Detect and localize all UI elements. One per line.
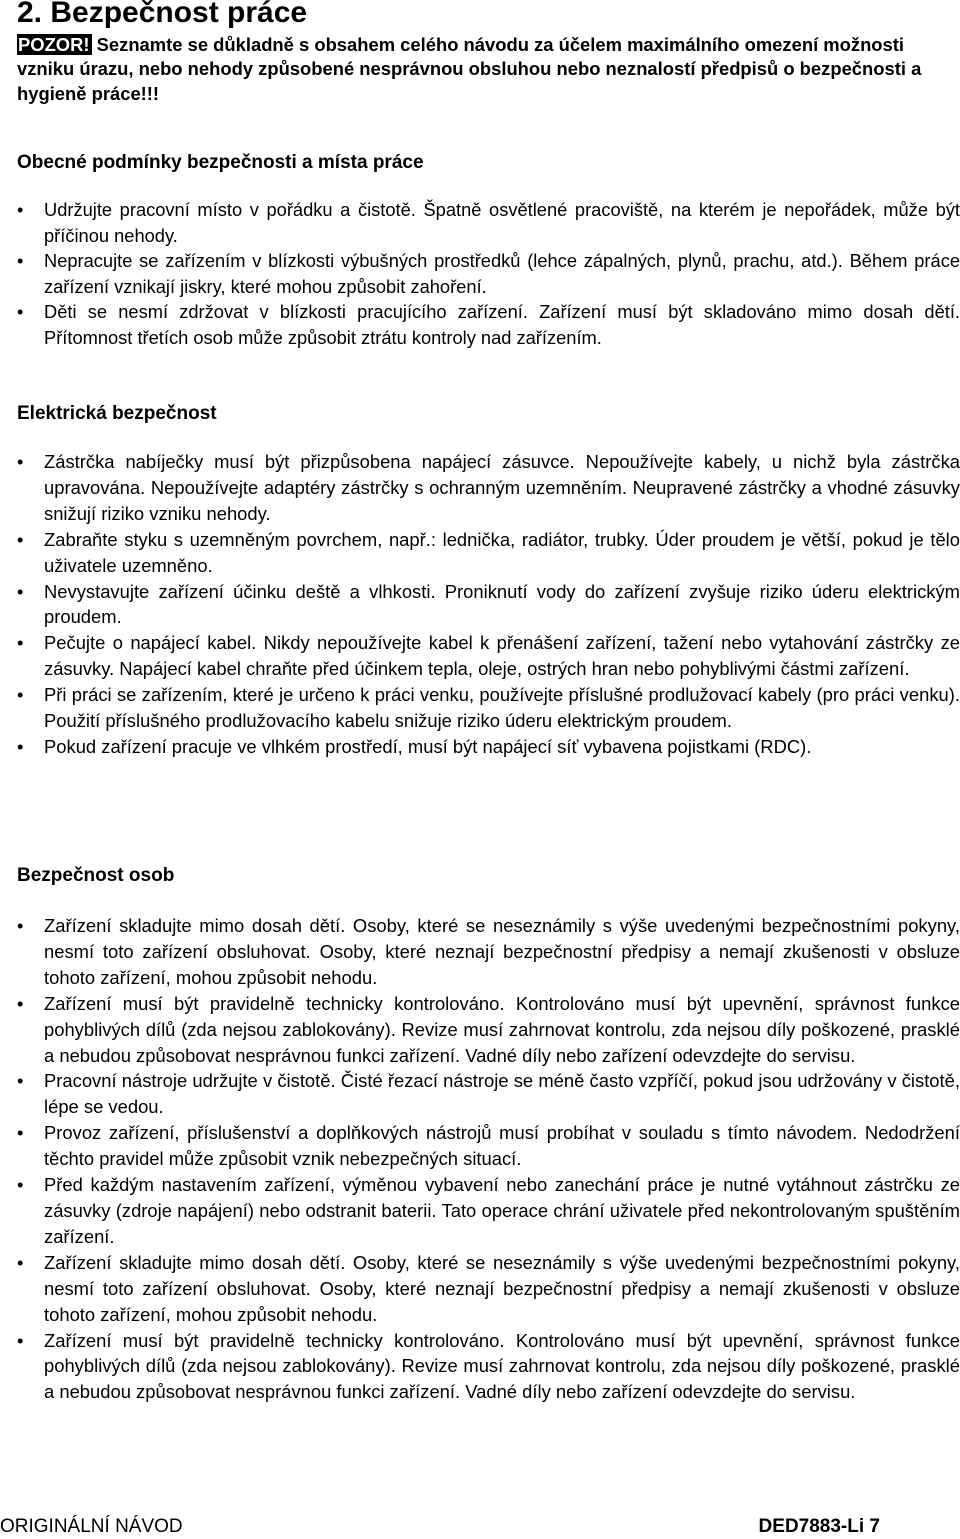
warning-text: Seznamte se důkladně s obsahem celého návodu za účelem maximálního omezení možnosti vzniku úrazu, nebo nehody způsobené nesprávnou obsluhou nebo neznalostí předpisů o bezpečnosti a hygieně práce!!!: [17, 34, 922, 104]
personal-safety-list: [17, 913, 960, 1405]
list-item: • Děti se nesmí zdržovat v blízkosti pracujícího zařízení. Zařízení musí být skladováno mimo dosah dětí. Přítomnost třetích osob může způsobit ztrátu kontroly nad zařízením.: [17, 301, 960, 348]
list-item: • Nepracujte se zařízením v blízkosti výbušných prostředků (lehce zápalných, plynů, prachu, atd.). Během práce zařízení vznikají jiskry, které mohou způsobit zahoření.: [17, 250, 960, 297]
bullet-icon: •: [17, 915, 24, 936]
section-title-electric: Elektrická bezpečnost: [17, 403, 217, 424]
bullet-icon: •: [17, 580, 24, 602]
bullet-icon: •: [17, 735, 24, 757]
bullet-icon: •: [17, 199, 24, 220]
bullet-icon: •: [17, 528, 24, 550]
warning-paragraph: [17, 33, 957, 106]
bullet-icon: •: [17, 250, 24, 271]
list-item: • Zařízení musí být pravidelně technicky kontrolováno. Kontrolováno musí být upevnění, správnost funkce pohyblivých dílů (zda nejsou zablokovány). Revize musí zahrnovat kontrolu, zda nejsou díly poškozené, prasklé a nebudou způsobovat nesprávnou funkci zařízení. Vadné díly nebo zařízení odevzdejte do servisu.: [17, 1329, 960, 1403]
page-heading: 2. Bezpečnost práce: [17, 0, 308, 29]
bullet-icon: •: [17, 632, 24, 654]
list-item: • Zařízení musí být pravidelně technicky kontrolováno. Kontrolováno musí být upevnění, správnost funkce pohyblivých dílů (zda nejsou zablokovány). Revize musí zahrnovat kontrolu, zda nejsou díly poškozené, prasklé a nebudou způsobovat nesprávnou funkci zařízení. Vadné díly nebo zařízení odevzdejte do servisu.: [17, 992, 960, 1066]
bullet-icon: •: [17, 684, 24, 706]
bullet-icon: •: [17, 1122, 24, 1144]
warning-label: POZOR!: [18, 34, 90, 55]
list-item: • Pečujte o napájecí kabel. Nikdy nepoužívejte kabel k přenášení zařízení, tažení nebo vytahování zástrčky ze zásuvky. Napájecí kabel chraňte před účinkem tepla, oleje, ostrých hran nebo pohyblivými částmi zařízení.: [17, 632, 960, 680]
bullet-icon: •: [17, 1070, 24, 1092]
list-item: • Zástrčka nabíječky musí být přizpůsobena napájecí zásuvce. Nepoužívejte kabely, u nichž byla zástrčka upravována. Nepoužívejte adaptéry zástrčky s ochranným uzemněním. Neupravené zástrčky a vhodné zásuvky snižují riziko vzniku nehody.: [17, 451, 960, 524]
list-item: • Nevystavujte zařízení účinku deště a vlhkosti. Proniknutí vody do zařízení zvyšuje riziko úderu elektrickým proudem.: [17, 580, 960, 628]
general-safety-list: [17, 197, 960, 350]
electric-safety-list: [17, 449, 960, 760]
list-item: • Při práci se zařízením, které je určeno k práci venku, používejte příslušné prodlužovací kabely (pro práci venku). Použití příslušného prodlužovacího kabelu snižuje riziko úderu elektrickým proudem.: [17, 684, 960, 732]
section-title-general: Obecné podmínky bezpečnosti a místa práce: [17, 152, 424, 173]
bullet-icon: •: [17, 301, 24, 322]
list-item: • Zabraňte styku s uzemněným povrchem, např.: lednička, radiátor, trubky. Úder proudem je větší, pokud je tělo uživatele uzemněno.: [17, 528, 960, 576]
list-item: • Zařízení skladujte mimo dosah dětí. Osoby, které se neseznámily s výše uvedenými bezpečnostními pokyny, nesmí toto zařízení obsluhovat. Osoby, které neznají bezpečnostní předpisy a nemají zkušenosti v obsluze tohoto zařízení, mohou způsobit nehodu.: [17, 915, 960, 988]
bullet-icon: •: [17, 1251, 24, 1273]
section-title-persons: Bezpečnost osob: [17, 865, 175, 886]
list-item: • Udržujte pracovní místo v pořádku a čistotě. Špatně osvětlené pracoviště, na kterém je nepořádek, může být příčinou nehody.: [17, 199, 960, 246]
bullet-icon: •: [17, 1329, 24, 1351]
list-item: • Před každým nastavením zařízení, výměnou vybavení nebo zanechání práce je nutné vytáhnout zástrčku ze zásuvky (zdroje napájení) nebo odstranit baterii. Tato operace chrání uživatele před nekontrolovaným spuštěním zařízení.: [17, 1174, 960, 1247]
list-item: • Pracovní nástroje udržujte v čistotě. Čisté řezací nástroje se méně často vzpříčí, pokud jsou udržovány v čistotě, lépe se vedou.: [17, 1070, 960, 1118]
bullet-icon: •: [17, 451, 24, 472]
list-item: • Zařízení skladujte mimo dosah dětí. Osoby, které se neseznámily s výše uvedenými bezpečnostními pokyny, nesmí toto zařízení obsluhovat. Osoby, které neznají bezpečnostní předpisy a nemají zkušenosti v obsluze tohoto zařízení, mohou způsobit nehodu.: [17, 1251, 960, 1325]
footer-page-number: DED7883-Li 7: [758, 1516, 880, 1537]
footer-document-label: ORIGINÁLNÍ NÁVOD: [0, 1516, 183, 1537]
list-item: • Pokud zařízení pracuje ve vlhkém prostředí, musí být napájecí síť vybavena pojistkami (RDC).: [17, 734, 960, 760]
list-item: • Provoz zařízení, příslušenství a doplňkových nástrojů musí probíhat v souladu s tímto návodem. Nedodržení těchto pravidel může způsobit vznik nebezpečných situací.: [17, 1122, 960, 1170]
bullet-icon: •: [17, 992, 24, 1014]
bullet-icon: •: [17, 1174, 24, 1196]
